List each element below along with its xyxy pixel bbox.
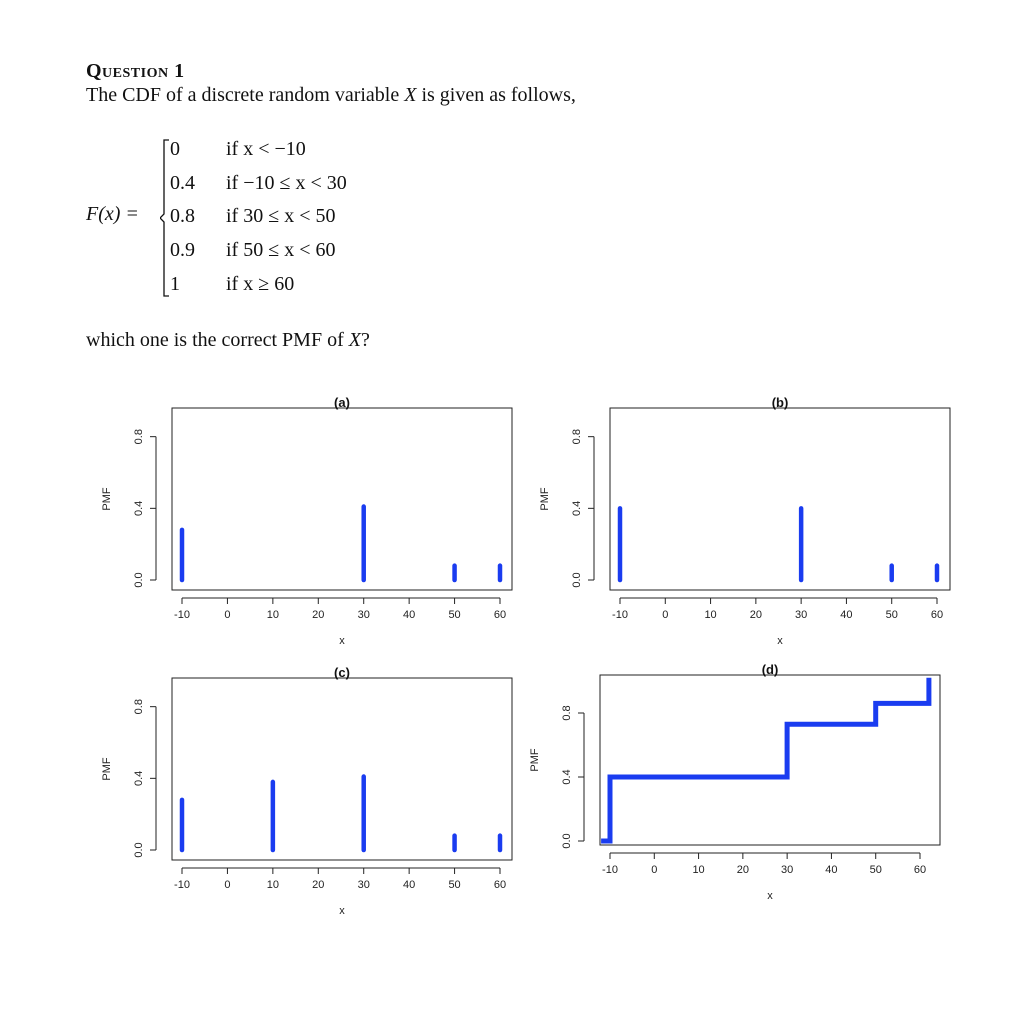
y-tick-label: 0.4 [133,500,145,516]
chart-b [530,390,970,665]
x-tick-label: 60 [493,609,507,621]
case-value: 0.8 [170,205,195,227]
y-tick-label: 0.4 [133,770,145,786]
x-tick-label: 40 [840,609,853,621]
question-intro [86,84,576,107]
x-tick-label: 50 [869,864,882,876]
y-tick-label: 0.0 [133,842,145,858]
x-tick-label: 10 [704,609,717,621]
function-label: F(x) = [86,203,139,225]
x-tick-label: 0 [224,609,231,621]
x-tick-label: 20 [312,609,325,621]
y-tick-label: 0.0 [133,572,145,588]
x-tick-label: 40 [403,879,416,891]
x-tick-label: 60 [930,609,944,621]
x-tick-label: 30 [357,879,370,891]
x-tick-label: 40 [403,609,416,621]
case-condition: if x < −10 [226,138,306,160]
x-axis-label: x [767,890,773,902]
case-condition: if −10 ≤ x < 30 [226,172,347,194]
intro-post: is given as follows, [416,84,576,106]
x-tick-label: 30 [357,609,370,621]
y-tick-label: 0.8 [561,705,573,721]
question-heading: Question 1 [86,60,185,82]
plot-frame [600,675,940,845]
case-value: 0 [170,138,180,160]
plot-frame [610,408,950,590]
chart-a [90,390,530,665]
chart-c [90,660,530,935]
x-tick-label: -10 [174,879,190,891]
intro-pre: The CDF of a discrete random variable [86,84,405,106]
y-tick-label: 0.4 [571,500,583,516]
x-tick-label: 50 [885,609,898,621]
brace-icon [160,138,170,298]
x-tick-label: 20 [736,864,749,876]
chart-title: (a) [334,395,350,410]
y-tick-label: 0.8 [571,429,583,445]
x-tick-label: 30 [795,609,808,621]
y-axis-label: PMF [529,748,541,772]
x-tick-label: 60 [913,864,927,876]
case-value: 0.4 [170,172,195,194]
case-condition: if x ≥ 60 [226,273,295,295]
prompt-post: ? [360,329,370,351]
x-tick-label: 0 [662,609,669,621]
plot-frame [172,408,512,590]
case-condition: if 30 ≤ x < 50 [226,205,336,227]
x-axis-label: x [339,905,345,917]
intro-var: X [404,84,417,106]
x-tick-label: -10 [602,864,618,876]
x-tick-label: -10 [174,609,190,621]
x-tick-label: 60 [493,879,507,891]
case-condition: if 50 ≤ x < 60 [226,239,336,261]
chart-title: (b) [771,395,789,410]
x-axis-label: x [339,635,345,647]
prompt-pre: which one is the correct PMF of [86,329,349,351]
x-tick-label: 20 [312,879,325,891]
x-tick-label: 50 [448,879,461,891]
x-tick-label: 10 [266,609,279,621]
x-tick-label: 40 [825,864,838,876]
chart-title: (c) [334,665,350,680]
y-tick-label: 0.4 [561,769,573,785]
y-tick-label: 0.0 [571,572,583,588]
x-tick-label: 10 [266,879,279,891]
case-value: 1 [170,273,180,295]
x-tick-label: 30 [781,864,794,876]
prompt-var: X [348,329,361,351]
y-axis-label: PMF [539,487,551,511]
plot-frame [172,678,512,860]
x-axis-label: x [777,635,783,647]
x-tick-label: 20 [749,609,762,621]
y-tick-label: 0.0 [561,833,573,849]
y-axis-label: PMF [101,757,113,781]
chart-d [520,645,960,935]
case-value: 0.9 [170,239,195,261]
x-tick-label: 0 [224,879,231,891]
y-axis-label: PMF [101,487,113,511]
y-tick-label: 0.8 [133,429,145,445]
question-prompt [86,329,370,352]
x-tick-label: 10 [692,864,705,876]
x-tick-label: -10 [612,609,628,621]
y-tick-label: 0.8 [133,699,145,715]
x-tick-label: 50 [448,609,461,621]
cdf-step-line [601,678,929,841]
x-tick-label: 0 [651,864,658,876]
chart-title: (d) [761,662,779,677]
